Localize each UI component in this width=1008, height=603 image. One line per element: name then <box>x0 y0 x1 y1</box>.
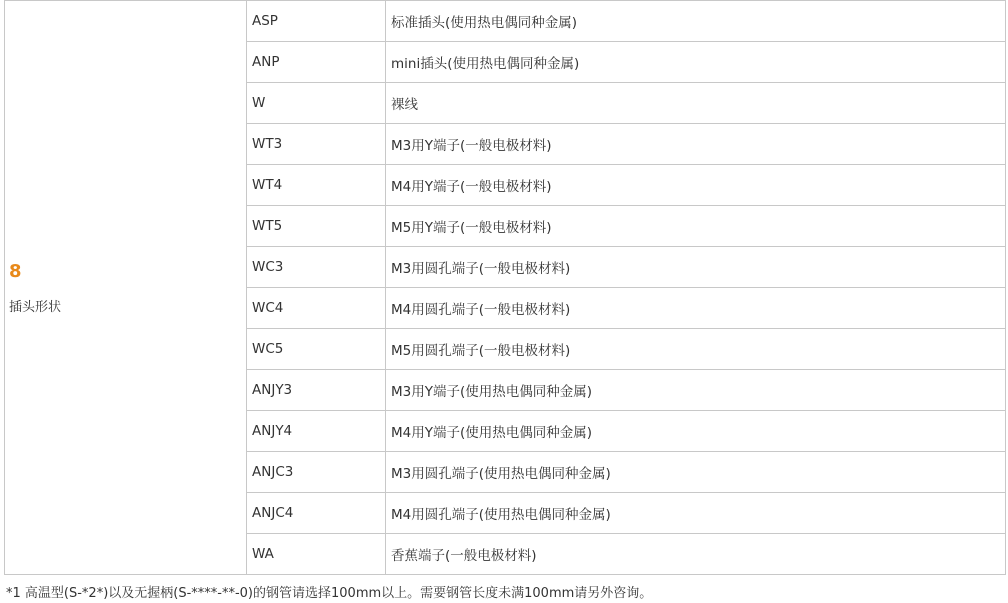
spec-table-body <box>5 1 1006 575</box>
code-cell: WT3 <box>247 124 386 165</box>
code-cell: W <box>247 83 386 124</box>
desc-cell: 裸线 <box>386 83 1006 124</box>
footnote: *1 高温型(S-*2*)以及无握柄(S-****-**-0)的钢管请选择100mm以上。需要钢管长度未满100mm请另外咨询。 <box>6 586 653 601</box>
desc-cell: M4用Y端子(一般电极材料) <box>386 165 1006 206</box>
code-cell: ANJC3 <box>247 452 386 493</box>
desc-cell: M3用Y端子(一般电极材料) <box>386 124 1006 165</box>
desc-cell: M4用Y端子(使用热电偶同种金属) <box>386 411 1006 452</box>
code-cell: ANP <box>247 42 386 83</box>
code-cell: ASP <box>247 1 386 42</box>
desc-cell: M4用圆孔端子(使用热电偶同种金属) <box>386 493 1006 534</box>
code-cell: WT4 <box>247 165 386 206</box>
desc-cell: M5用圆孔端子(一般电极材料) <box>386 329 1006 370</box>
code-cell: WC4 <box>247 288 386 329</box>
group-cell <box>5 1 247 575</box>
desc-cell: 香蕉端子(一般电极材料) <box>386 534 1006 575</box>
spec-table <box>4 0 1006 575</box>
desc-cell: 标准插头(使用热电偶同种金属) <box>386 1 1006 42</box>
group-number: 8 <box>9 260 22 282</box>
code-cell: WC5 <box>247 329 386 370</box>
code-cell: WT5 <box>247 206 386 247</box>
code-cell: WC3 <box>247 247 386 288</box>
code-cell: ANJC4 <box>247 493 386 534</box>
group-label: 插头形状 <box>9 299 62 315</box>
desc-cell: M3用圆孔端子(一般电极材料) <box>386 247 1006 288</box>
table-row <box>5 1 1006 42</box>
desc-cell: M4用圆孔端子(一般电极材料) <box>386 288 1006 329</box>
code-cell: ANJY3 <box>247 370 386 411</box>
code-cell: ANJY4 <box>247 411 386 452</box>
desc-cell: M3用圆孔端子(使用热电偶同种金属) <box>386 452 1006 493</box>
desc-cell: M3用Y端子(使用热电偶同种金属) <box>386 370 1006 411</box>
desc-cell: M5用Y端子(一般电极材料) <box>386 206 1006 247</box>
desc-cell: mini插头(使用热电偶同种金属) <box>386 42 1006 83</box>
code-cell: WA <box>247 534 386 575</box>
